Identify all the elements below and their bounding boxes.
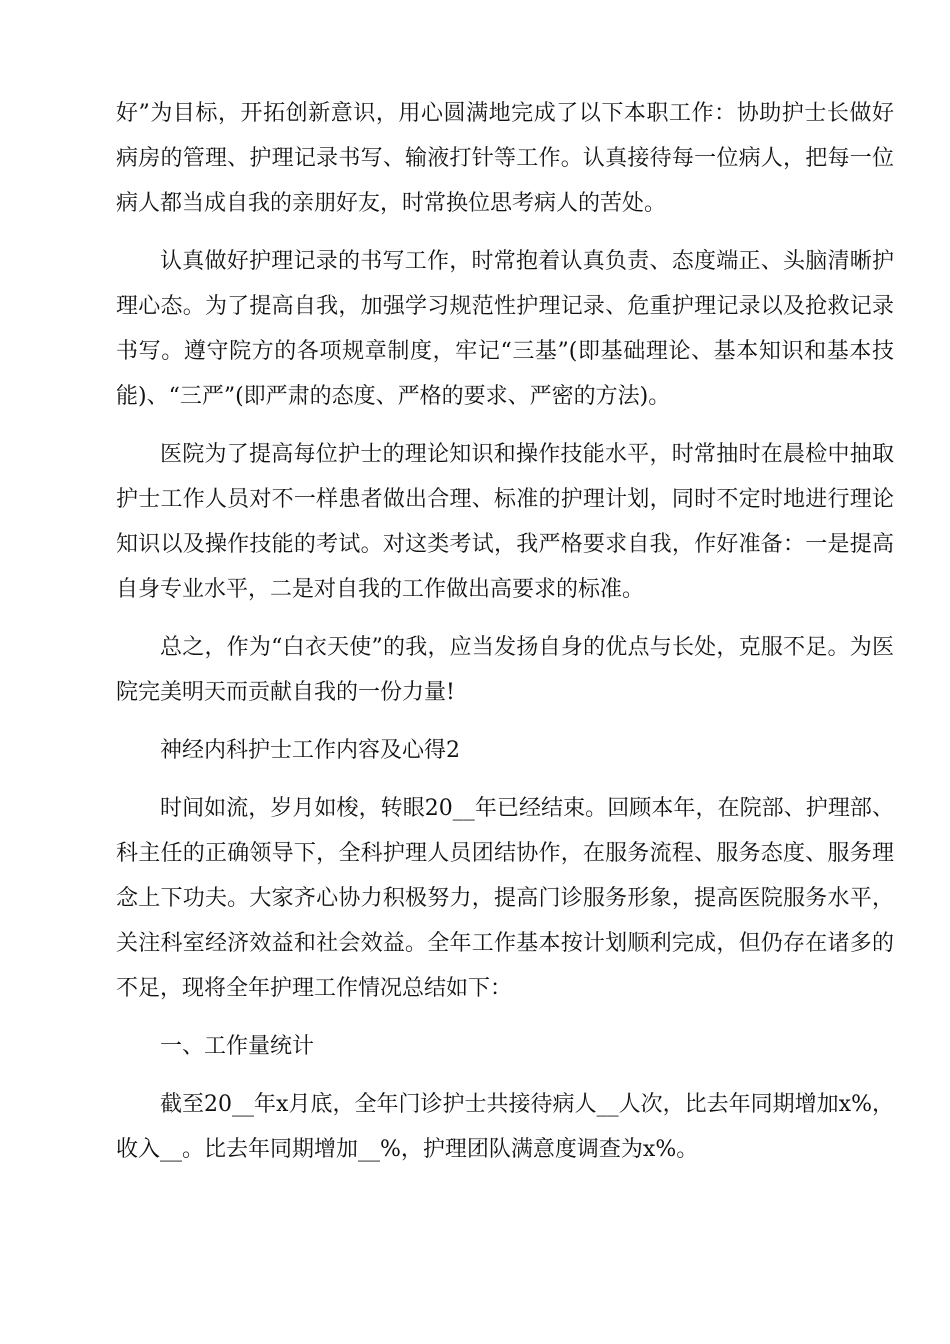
paragraph-conclusion: 总之，作为“白衣天使”的我，应当发扬自身的优点与长处，克服不足。为医院完美明天而贡献自我的一份力量!	[116, 635, 894, 705]
section-heading-workload: 一、工作量统计	[160, 1034, 315, 1059]
paragraph-workload-stats: 截至20__年x月底，全年门诊护士共接待病人__人次，比去年同期增加x%，收入__。比去年同期增加__%，护理团队满意度调查为x%。	[116, 1092, 894, 1162]
paragraph-continuation: 好”为目标，开拓创新意识，用心圆满地完成了以下本职工作：协助护士长做好病房的管理、护理记录书写、输液打针等工作。认真接待每一位病人，把每一位病人都当成自我的亲朋好友，时常换位思考病人的苦处。	[116, 101, 894, 216]
paragraph-record-writing: 认真做好护理记录的书写工作，时常抱着认真负责、态度端正、头脑清晰护理心态。为了提高自我，加强学习规范性护理记录、危重护理记录以及抢救记录书写。遵守院方的各项规章制度，牢记“三基”(即基础理论、基本知识和基本技能)、“三严”(即严肃的态度、严格的要求、严密的方法)。	[116, 249, 894, 409]
document-body	[116, 91, 894, 1172]
section-title: 神经内科护士工作内容及心得2	[160, 738, 460, 763]
paragraph-year-review: 时间如流，岁月如梭，转眼20__年已经结束。回顾本年，在院部、护理部、科主任的正确领导下，全科护理人员团结协作，在服务流程、服务态度、服务理念上下功夫。大家齐心协力积极努力，提高门诊服务形象，提高医院服务水平，关注科室经济效益和社会效益。全年工作基本按计划顺利完成，但仍存在诸多的不足，现将全年护理工作情况总结如下：	[116, 796, 894, 1001]
paragraph-skills-training: 医院为了提高每位护士的理论知识和操作技能水平，时常抽时在晨检中抽取护士工作人员对不一样患者做出合理、标准的护理计划，同时不定时地进行理论知识以及操作技能的考试。对这类考试，我严格要求自我，作好准备：一是提高自身专业水平，二是对自我的工作做出高要求的标准。	[116, 442, 894, 602]
